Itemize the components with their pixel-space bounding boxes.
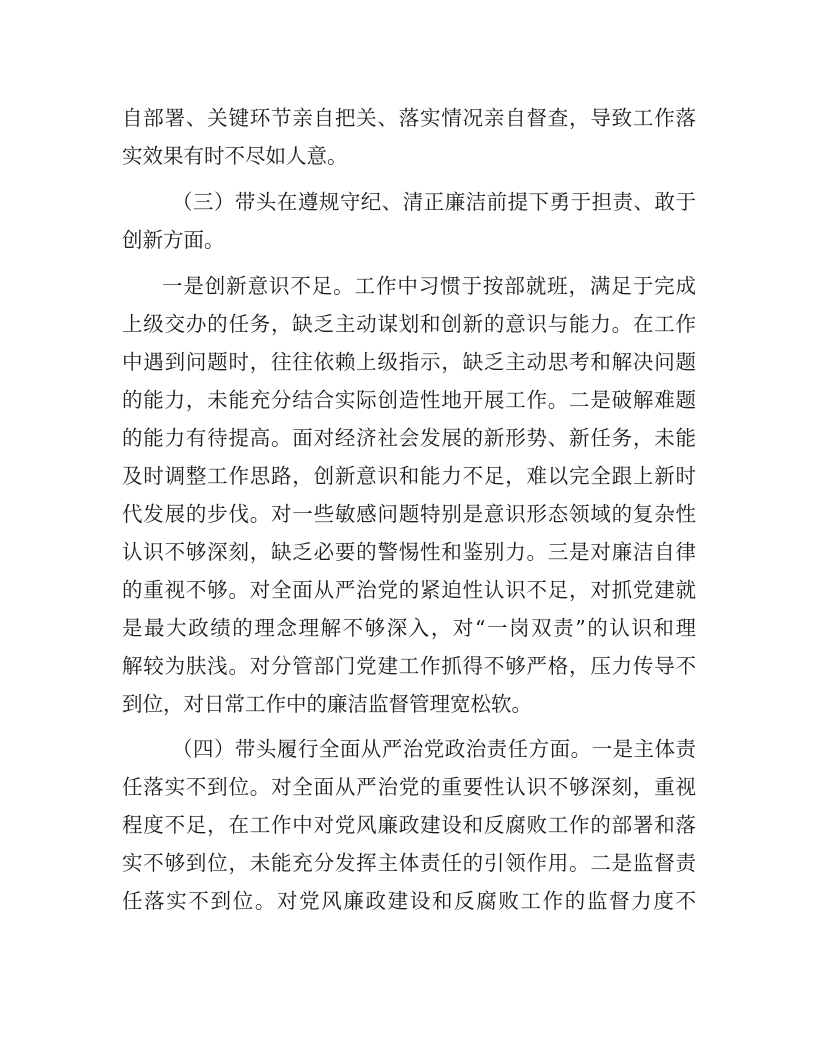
text-line: 认识不够深刻，缺乏必要的警惕性和鉴别力。三是对廉洁自律 — [122, 540, 696, 564]
text-line: 及时调整工作思路，创新意识和能力不足，难以完全跟上新时 — [122, 464, 696, 488]
text-line: 的能力有待提高。面对经济社会发展的新形势、新任务，未能 — [122, 426, 696, 450]
text-line: 是最大政绩的理念理解不够深入，对“一岗双责”的认识和理 — [122, 616, 696, 640]
text-line: 程度不足，在工作中对党风廉政建设和反腐败工作的部署和落 — [122, 813, 696, 837]
text-line: 自部署、关键环节亲自把关、落实情况亲自督查，导致工作落 — [122, 106, 696, 130]
section-heading-3-cont: 创新方面。 — [122, 228, 225, 252]
text-line: 代发展的步伐。对一些敏感问题特别是意识形态领域的复杂性 — [122, 502, 696, 526]
section-heading-3: （三）带头在遵规守纪、清正廉洁前提下勇于担责、敢于 — [172, 190, 696, 214]
text-line: 的重视不够。对全面从严治党的紧迫性认识不足，对抓党建就 — [122, 578, 696, 602]
section-heading-4: （四）带头履行全面从严治党政治责任方面。一是主体责 — [172, 737, 696, 761]
text-line: 任落实不到位。对全面从严治党的重要性认识不够深刻，重视 — [122, 775, 696, 799]
text-line: 到位，对日常工作中的廉洁监督管理宽松软。 — [122, 692, 532, 716]
text-line: 中遇到问题时，往往依赖上级指示，缺乏主动思考和解决问题 — [122, 350, 696, 374]
text-line: 一是创新意识不足。工作中习惯于按部就班，满足于完成 — [162, 274, 696, 298]
text-line: 上级交办的任务，缺乏主动谋划和创新的意识与能力。在工作 — [122, 312, 696, 336]
text-line: 解较为肤浅。对分管部门党建工作抓得不够严格，压力传导不 — [122, 654, 696, 678]
text-line: 的能力，未能充分结合实际创造性地开展工作。二是破解难题 — [122, 388, 696, 412]
text-line: 任落实不到位。对党风廉政建设和反腐败工作的监督力度不 — [122, 889, 696, 913]
text-line: 实不够到位，未能充分发挥主体责任的引领作用。二是监督责 — [122, 851, 696, 875]
text-line: 实效果有时不尽如人意。 — [122, 144, 348, 168]
